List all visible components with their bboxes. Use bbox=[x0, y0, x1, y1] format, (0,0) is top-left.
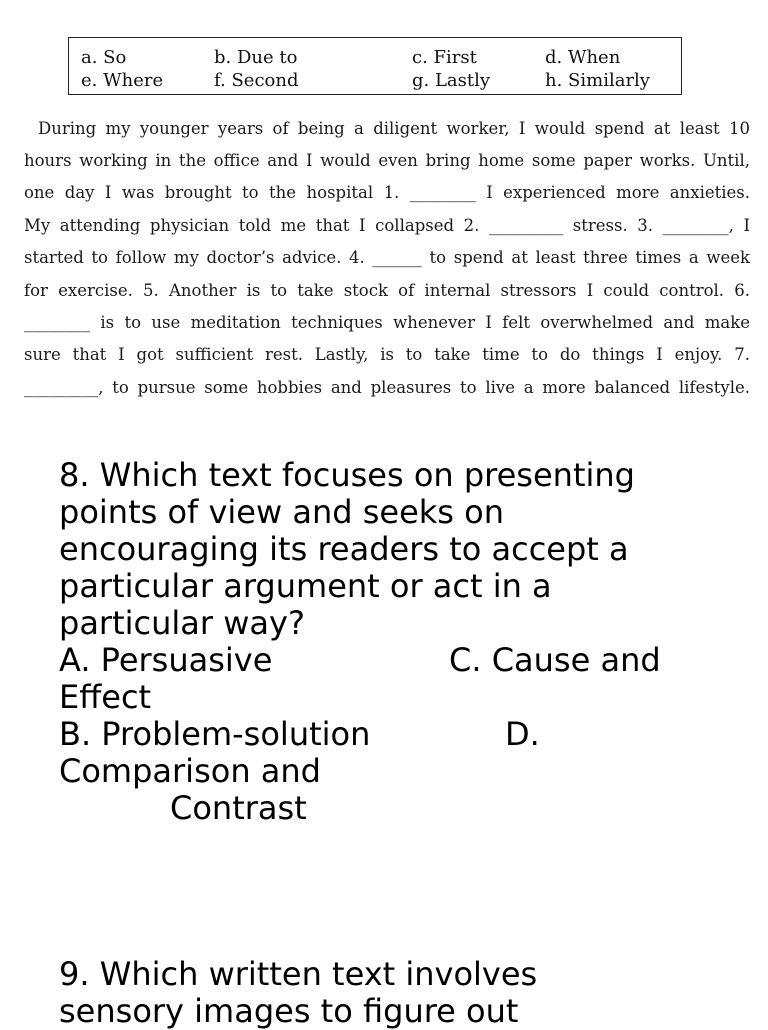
passage-line: hours working in the office and I would even bring home some paper works. Until, bbox=[24, 151, 750, 170]
passage-line: ________ is to use meditation techniques whenever I felt overwhelmed and make bbox=[24, 313, 750, 332]
question-9-stem-line: 9. Which written text involves bbox=[59, 955, 538, 993]
option-b: B. Problem-solution bbox=[59, 715, 371, 753]
question-8-stem-line: particular argument or act in a bbox=[59, 567, 552, 605]
word-option-h: h. Similarly bbox=[545, 70, 650, 91]
passage-line: started to follow my doctor’s advice. 4. ______ to spend at least three times a week bbox=[24, 248, 750, 267]
passage-line: During my younger years of being a diligent worker, I would spend at least 10 bbox=[38, 119, 750, 138]
word-option-f: f. Second bbox=[214, 70, 299, 91]
word-option-b: b. Due to bbox=[214, 47, 298, 68]
word-option-c: c. First bbox=[412, 47, 477, 68]
option-d-text: Comparison and bbox=[59, 752, 321, 790]
question-8-stem-line: 8. Which text focuses on presenting bbox=[59, 456, 635, 494]
option-c-continued: Effect bbox=[59, 678, 152, 716]
question-9-stem-line: sensory images to figure out bbox=[59, 992, 519, 1030]
passage-line: for exercise. 5. Another is to take stock of internal stressors I could control. 6. bbox=[24, 281, 750, 300]
passage-line: My attending physician told me that I collapsed 2. _________ stress. 3. ________, I bbox=[24, 216, 750, 235]
passage-line: sure that I got sufficient rest. Lastly, is to take time to do things I enjoy. 7. bbox=[24, 345, 750, 364]
word-option-e: e. Where bbox=[81, 70, 164, 91]
passage-line: one day I was brought to the hospital 1. ________ I experienced more anxieties. bbox=[24, 183, 750, 202]
word-bank-box bbox=[68, 37, 682, 95]
option-d-text-continued: Contrast bbox=[170, 789, 307, 827]
question-8-stem-line: points of view and seeks on bbox=[59, 493, 504, 531]
word-option-g: g. Lastly bbox=[412, 70, 491, 91]
word-option-d: d. When bbox=[545, 47, 621, 68]
option-a: A. Persuasive bbox=[59, 641, 273, 679]
word-option-a: a. So bbox=[81, 47, 127, 68]
option-c: C. Cause and bbox=[449, 641, 661, 679]
option-d-label: D. bbox=[505, 715, 540, 753]
question-8-stem-line: encouraging its readers to accept a bbox=[59, 530, 629, 568]
question-8-stem-line: particular way? bbox=[59, 604, 305, 642]
passage-line: _________, to pursue some hobbies and pleasures to live a more balanced lifestyle. bbox=[24, 378, 750, 397]
